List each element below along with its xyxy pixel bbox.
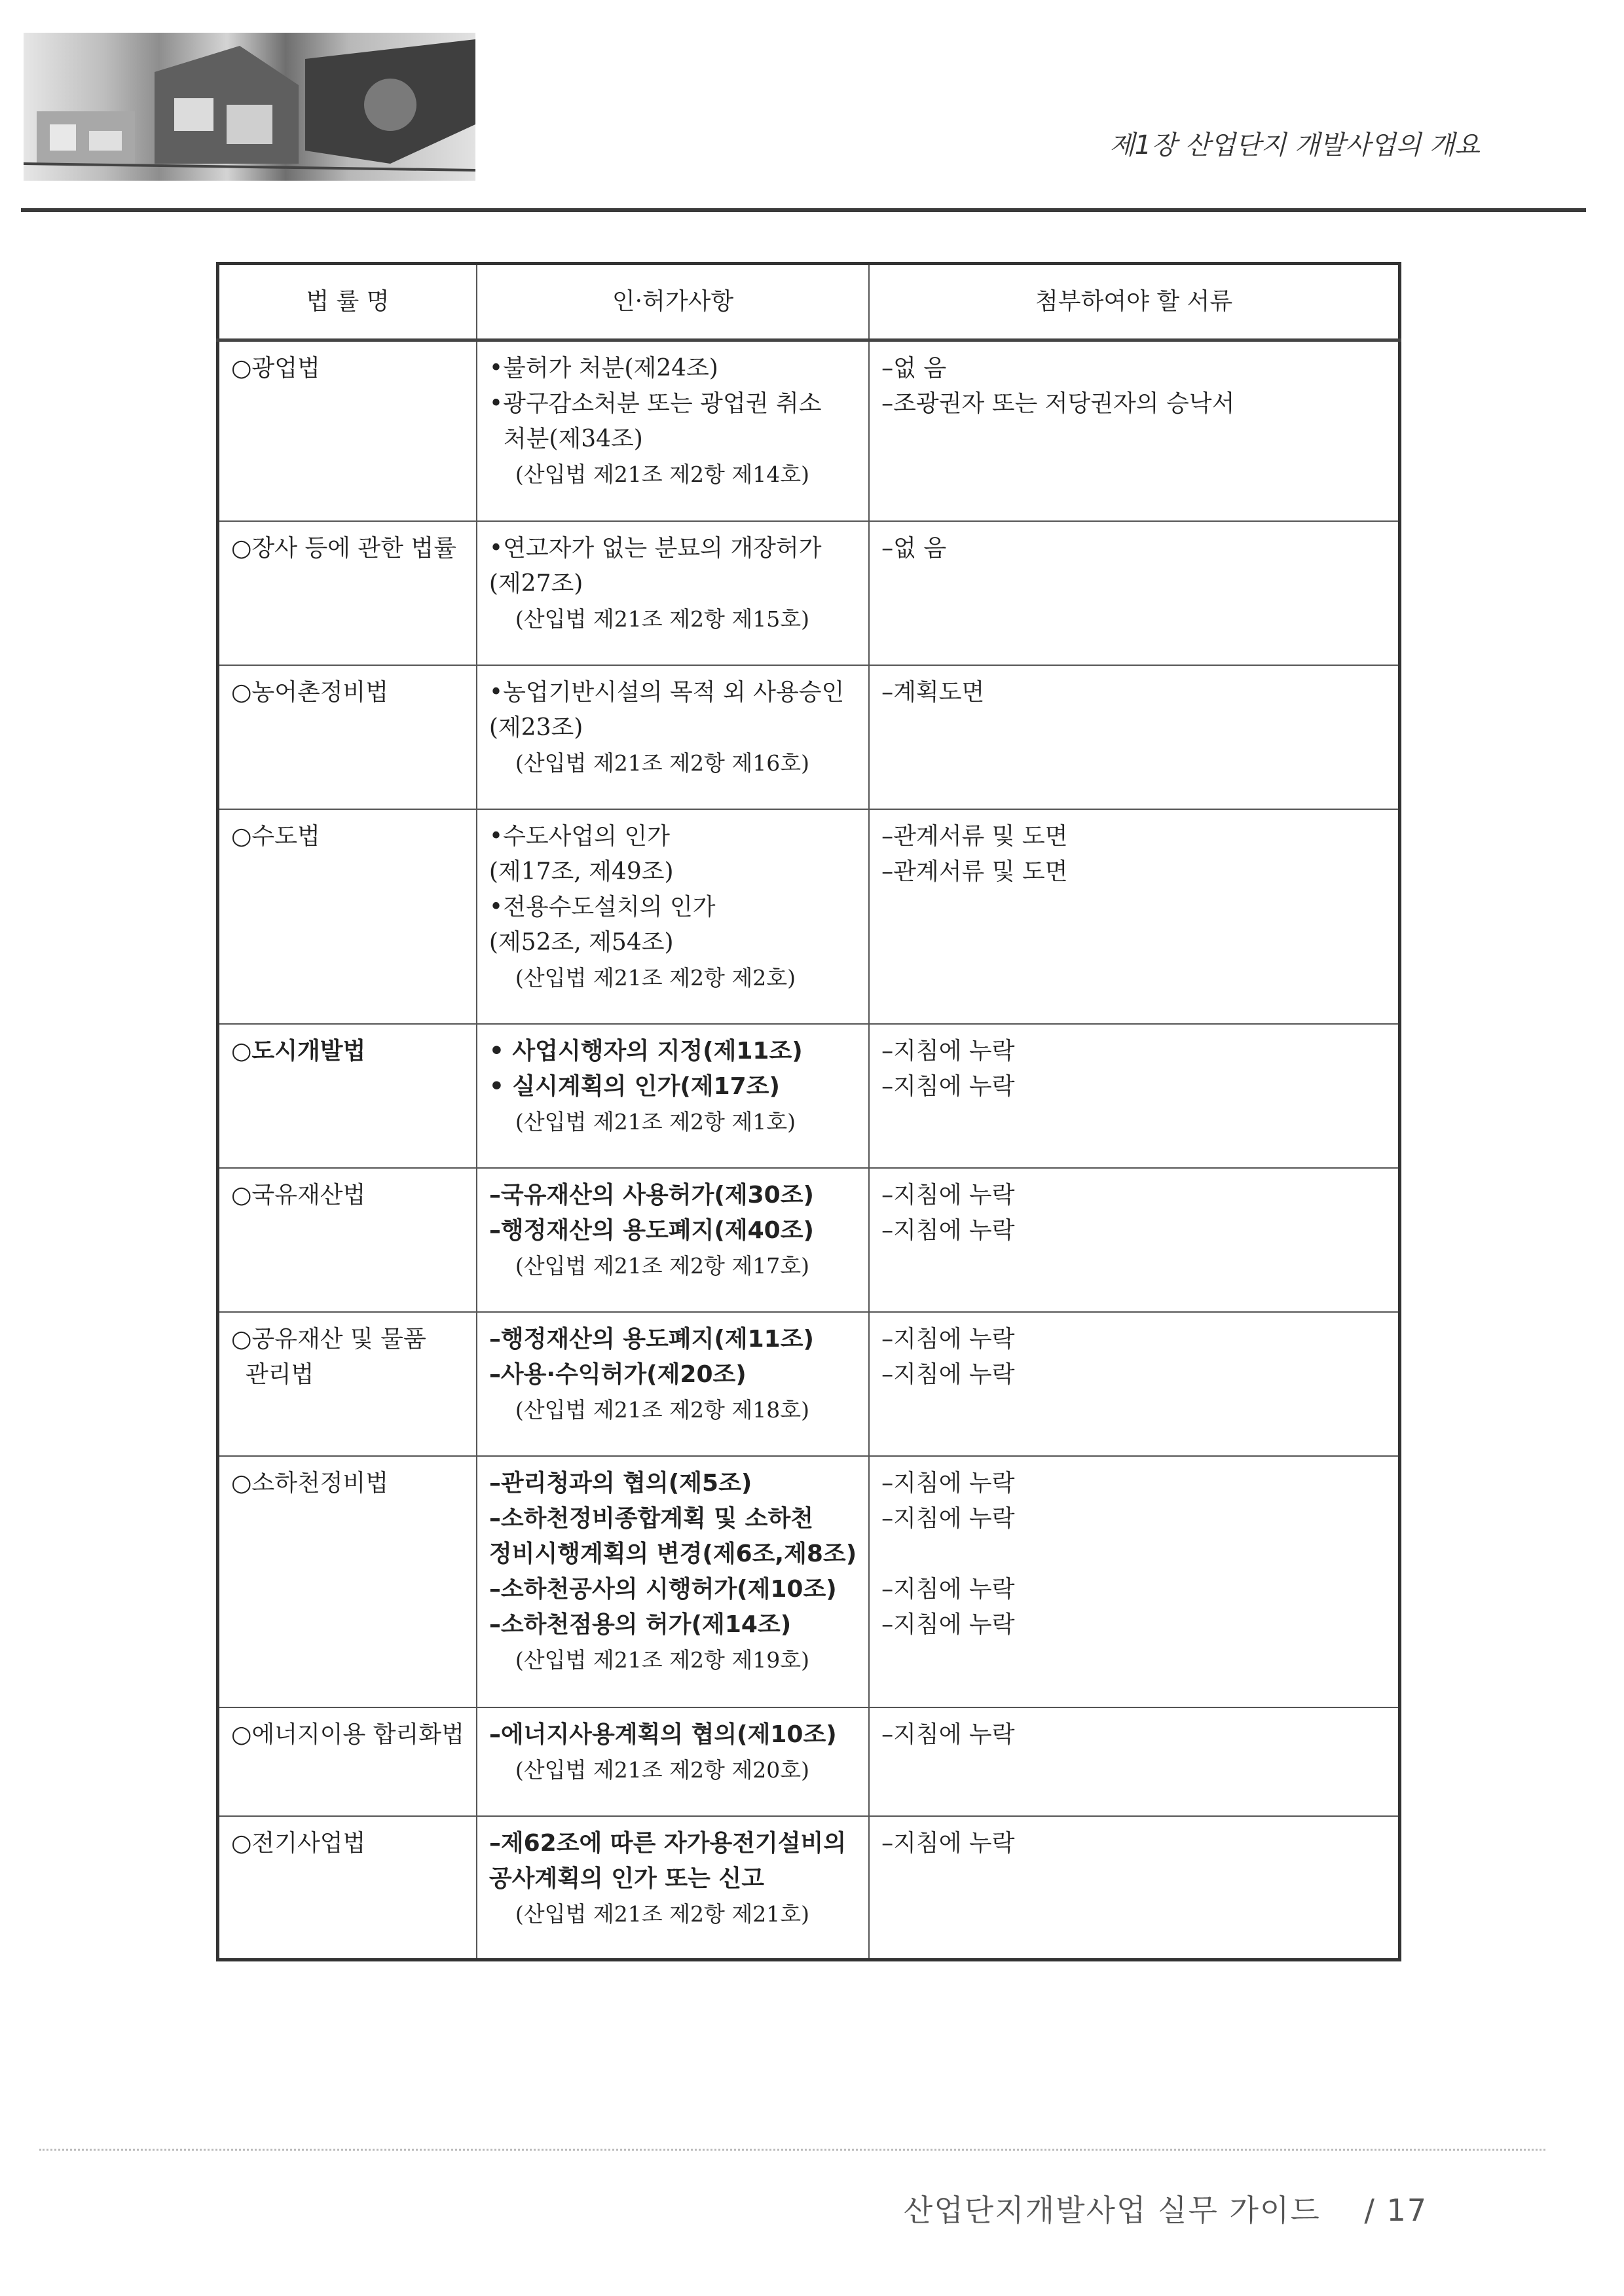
law-name: ○에너지이용 합리화법 xyxy=(231,1721,464,1748)
permit-item: –제62조에 따른 자가용전기설비의 xyxy=(489,1829,847,1857)
document-item: –지침에 누락 xyxy=(881,1575,1015,1603)
law-name: ○농어촌정비법 xyxy=(231,678,389,706)
permit-item: •수도사업의 인가 xyxy=(489,822,670,850)
permit-item: –소하천점용의 허가(제14조) xyxy=(489,1611,792,1638)
law-name: ○수도법 xyxy=(231,822,320,850)
permit-item: •전용수도설치의 인가 xyxy=(489,893,716,920)
chapter-title: 제1장 산업단지 개발사업의 개요 xyxy=(1109,130,1480,160)
permits-cell xyxy=(477,521,869,665)
law-name: ○소하천정비법 xyxy=(231,1469,389,1497)
permits-cell xyxy=(477,1816,869,1960)
law-name-cell xyxy=(218,1707,477,1816)
document-item xyxy=(881,1537,1386,1572)
law-reference: (산입법 제21조 제2항 제17호) xyxy=(515,1252,809,1279)
permit-item: (제52조, 제54조) xyxy=(489,928,674,956)
table-row xyxy=(218,1312,1400,1456)
law-name-cell xyxy=(218,340,477,521)
permit-item: (제27조) xyxy=(489,570,583,597)
permit-item: (제17조, 제49조) xyxy=(489,858,674,885)
permit-item: 처분(제34조) xyxy=(503,426,643,452)
table-row xyxy=(218,665,1400,809)
column-header-permits: 인·허가사항 xyxy=(477,264,869,340)
permit-item: •불허가 처분(제24조) xyxy=(489,355,718,382)
document-item: –지침에 누락 xyxy=(881,1360,1015,1388)
document-item: –지침에 누락 xyxy=(881,1072,1015,1100)
permit-item: –소하천정비종합계획 및 소하천 xyxy=(489,1504,813,1532)
documents-cell xyxy=(869,1456,1399,1707)
documents-cell xyxy=(869,665,1399,809)
permit-item: –행정재산의 용도폐지(제40조) xyxy=(489,1216,814,1244)
law-name-cell xyxy=(218,1168,477,1312)
law-name-cell xyxy=(218,1024,477,1168)
law-name: ○전기사업법 xyxy=(231,1829,366,1857)
law-reference: (산입법 제21조 제2항 제19호) xyxy=(515,1647,809,1673)
table-header-row xyxy=(218,264,1400,340)
documents-cell xyxy=(869,340,1399,521)
law-reference: (산입법 제21조 제2항 제21호) xyxy=(515,1901,809,1927)
document-item: –지침에 누락 xyxy=(881,1721,1015,1748)
law-reference: (산입법 제21조 제2항 제15호) xyxy=(515,606,809,632)
table-row xyxy=(218,1024,1400,1168)
footer xyxy=(904,2187,1428,2230)
law-reference: (산입법 제21조 제2항 제2호) xyxy=(515,964,796,991)
document-item: –지침에 누락 xyxy=(881,1611,1015,1638)
footer-book-title: 산업단지개발사업 실무 가이드 xyxy=(903,2193,1321,2228)
document-item: –계획도면 xyxy=(881,678,985,706)
permit-item: •농업기반시설의 목적 외 사용승인 xyxy=(489,678,845,706)
document-item: –없 음 xyxy=(881,355,947,382)
law-reference: (산입법 제21조 제2항 제18호) xyxy=(515,1396,809,1423)
law-name-cell xyxy=(218,1816,477,1960)
law-permit-table xyxy=(216,262,1401,1961)
document-item: –지침에 누락 xyxy=(881,1181,1015,1209)
documents-cell xyxy=(869,1707,1399,1816)
law-name-cell xyxy=(218,1456,477,1707)
documents-cell xyxy=(869,1312,1399,1456)
law-reference: (산입법 제21조 제2항 제1호) xyxy=(515,1108,796,1135)
law-name: ○장사 등에 관한 법률 xyxy=(231,534,456,562)
permit-item: –국유재산의 사용허가(제30조) xyxy=(489,1181,814,1209)
header-rule xyxy=(21,208,1586,212)
permit-item: –소하천공사의 시행허가(제10조) xyxy=(489,1575,837,1603)
law-name: ○도시개발법 xyxy=(231,1037,366,1065)
permit-item: (제23조) xyxy=(489,714,583,741)
table-row xyxy=(218,809,1400,1024)
footer-divider xyxy=(39,2149,1545,2153)
permit-item: –사용·수익허가(제20조) xyxy=(489,1360,747,1388)
document-item: –지침에 누락 xyxy=(881,1216,1015,1244)
documents-cell xyxy=(869,1816,1399,1960)
permits-cell xyxy=(477,1312,869,1456)
permit-item: –관리청과의 협의(제5조) xyxy=(489,1469,752,1497)
law-reference: (산입법 제21조 제2항 제20호) xyxy=(515,1757,809,1783)
law-name: ○공유재산 및 물품 xyxy=(231,1325,426,1353)
document-item: –지침에 누락 xyxy=(881,1504,1015,1532)
law-name-cell xyxy=(218,1312,477,1456)
table-row xyxy=(218,340,1400,521)
document-item: –관계서류 및 도면 xyxy=(881,822,1068,850)
documents-cell xyxy=(869,1168,1399,1312)
permit-item: •광구감소처분 또는 광업권 취소 xyxy=(489,390,822,417)
law-name: ○광업법 xyxy=(231,355,320,382)
law-name-cell xyxy=(218,809,477,1024)
document-item: –지침에 누락 xyxy=(881,1325,1015,1353)
law-name-continued: 관리법 xyxy=(246,1360,314,1388)
documents-cell xyxy=(869,809,1399,1024)
permits-cell xyxy=(477,1707,869,1816)
document-item: –지침에 누락 xyxy=(881,1037,1015,1065)
documents-cell xyxy=(869,521,1399,665)
law-reference: (산입법 제21조 제2항 제14호) xyxy=(515,462,809,487)
table-row xyxy=(218,1816,1400,1960)
document-item: –없 음 xyxy=(881,534,947,562)
permit-item: • 실시계획의 인가(제17조) xyxy=(489,1072,780,1100)
document-item: –지침에 누락 xyxy=(881,1829,1015,1857)
permits-cell xyxy=(477,665,869,809)
law-reference: (산입법 제21조 제2항 제16호) xyxy=(515,750,809,776)
table-row xyxy=(218,1456,1400,1707)
law-name-cell xyxy=(218,521,477,665)
law-name: ○국유재산법 xyxy=(231,1181,366,1209)
permit-item: • 사업시행자의 지정(제11조) xyxy=(489,1037,803,1065)
permits-cell xyxy=(477,1024,869,1168)
table-row xyxy=(218,1168,1400,1312)
permits-cell xyxy=(477,1456,869,1707)
permits-cell xyxy=(477,1168,869,1312)
header-factory-photo xyxy=(24,33,475,181)
documents-cell xyxy=(869,1024,1399,1168)
permit-item: –행정재산의 용도폐지(제11조) xyxy=(489,1325,814,1353)
table-row xyxy=(218,521,1400,665)
permit-item: •연고자가 없는 분묘의 개장허가 xyxy=(489,534,822,562)
permits-cell xyxy=(477,340,869,521)
document-item: –조광권자 또는 저당권자의 승낙서 xyxy=(881,390,1235,417)
law-name-cell xyxy=(218,665,477,809)
column-header-documents: 첨부하여야 할 서류 xyxy=(869,264,1399,340)
permit-item: 공사계획의 인가 또는 신고 xyxy=(489,1865,764,1892)
column-header-law: 법 률 명 xyxy=(218,264,477,340)
document-item: –지침에 누락 xyxy=(881,1469,1015,1497)
permit-item: 정비시행계획의 변경(제6조,제8조) xyxy=(489,1540,857,1567)
permits-cell xyxy=(477,809,869,1024)
table-row xyxy=(218,1707,1400,1816)
permit-item: –에너지사용계획의 협의(제10조) xyxy=(489,1721,837,1748)
document-item: –관계서류 및 도면 xyxy=(881,858,1068,885)
page-number: / 17 xyxy=(1364,2193,1428,2228)
